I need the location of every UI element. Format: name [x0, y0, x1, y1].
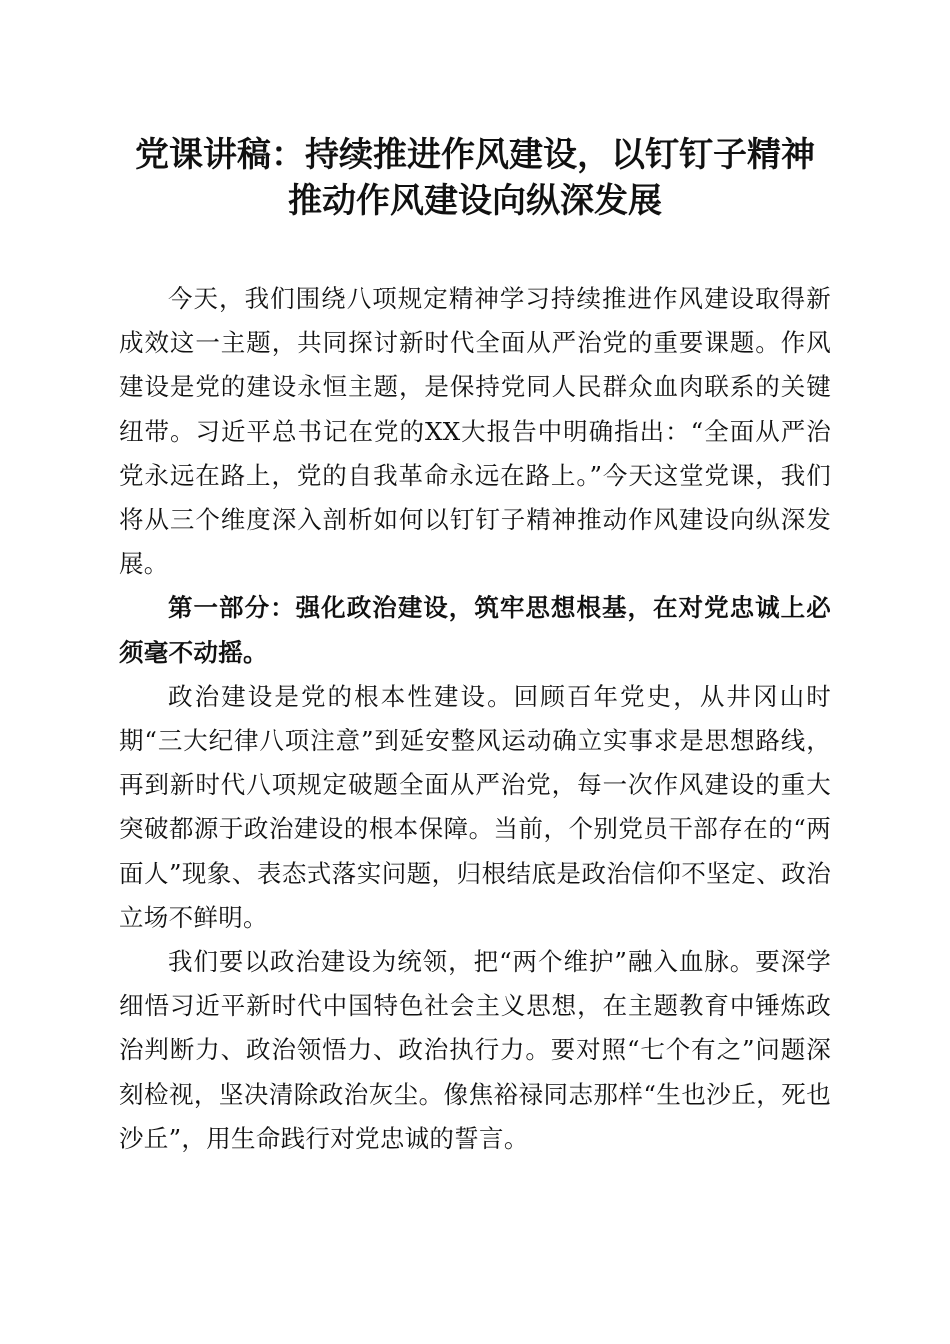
- document-body: [119, 277, 831, 1161]
- paragraph-intro: 今天，我们围绕八项规定精神学习持续推进作风建设取得新成效这一主题，共同探讨新时代全面从严治党的重要课题。作风建设是党的建设永恒主题，是保持党同人民群众血肉联系的关键纽带。习近平总书记在党的XX大报告中明确指出：“全面从严治党永远在路上，党的自我革命永远在路上。”今天这堂党课，我们将从三个维度深入剖析如何以钉钉子精神推动作风建设向纵深发展。: [119, 284, 831, 579]
- paragraph-two-safeguards: 我们要以政治建设为统领，把“两个维护”融入血脉。要深学细悟习近平新时代中国特色社会主义思想，在主题教育中锤炼政治判断力、政治领悟力、政治执行力。要对照“七个有之”问题深刻检视，坚决清除政治灰尘。像焦裕禄同志那样“生也沙丘，死也沙丘”，用生命践行对党忠诚的誓言。: [119, 947, 831, 1153]
- title-line-2: 推动作风建设向纵深发展: [288, 181, 662, 221]
- paragraph-political-building: 政治建设是党的根本性建设。回顾百年党史，从井冈山时期“三大纪律八项注意”到延安整风运动确立实事求是思想路线，再到新时代八项规定破题全面从严治党，每一次作风建设的重大突破都源于政治建设的根本保障。当前，个别党员干部存在的“两面人”现象、表态式落实问题，归根结底是政治信仰不坚定、政治立场不鲜明。: [119, 681, 831, 932]
- title-line-1: 党课讲稿：持续推进作风建设，以钉钉子精神: [135, 135, 815, 175]
- document-title: [110, 132, 840, 224]
- section-heading-part-one: 第一部分：强化政治建设，筑牢思想根基，在对党忠诚上必须毫不动摇。: [119, 593, 831, 667]
